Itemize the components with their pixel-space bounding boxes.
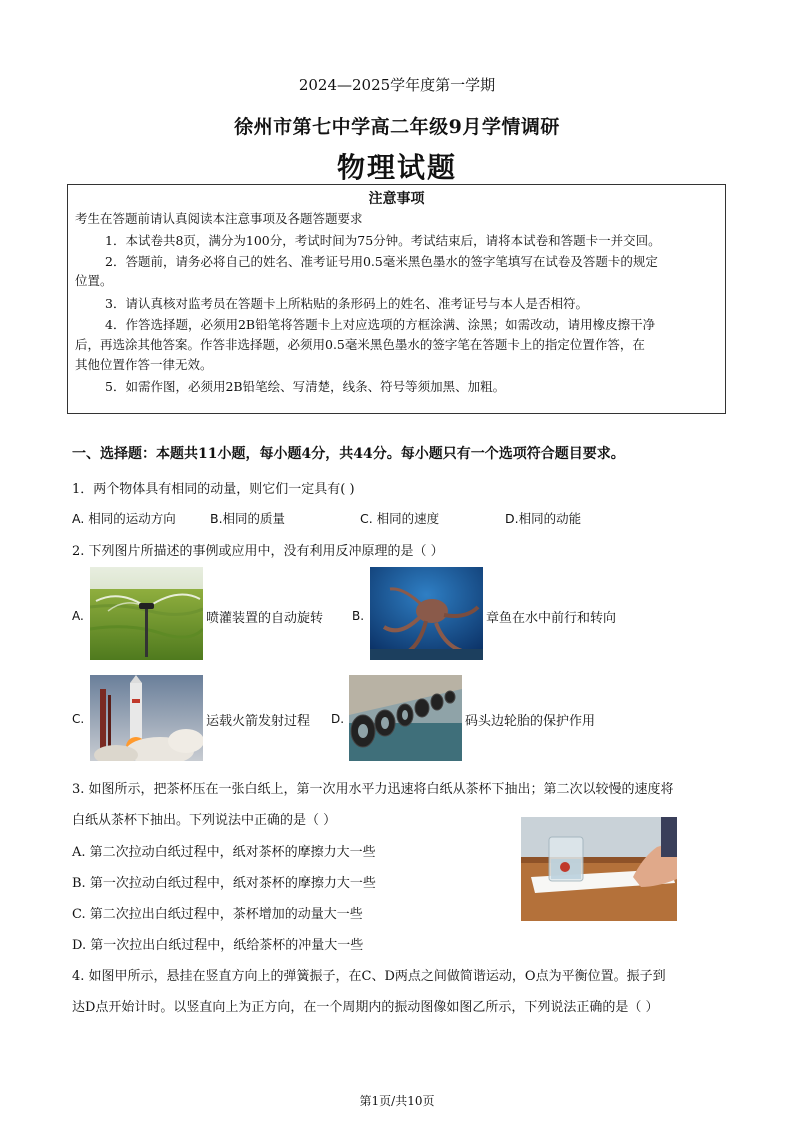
sprinkler-image: [90, 567, 203, 660]
question-2-caption-a: 喷灌装置的自动旋转: [206, 611, 324, 626]
notice-line: 4．作答选择题，必须用2B铅笔将答题卡上对应选项的方框涂满、涂黑；如需改动，请用橡皮擦干净: [105, 317, 656, 332]
question-1-option-b: B.相同的质量: [210, 511, 286, 526]
notice-line: 1．本试卷共8页，满分为100分，考试时间为75分钟。考试结束后，请将本试卷和答题卡一并交回。: [105, 233, 661, 248]
question-3-option-b: B. 第一次拉动白纸过程中，纸对茶杯的摩擦力大一些: [72, 876, 376, 891]
notice-box: [67, 184, 726, 414]
section-heading: 一、选择题：本题共11小题，每小题4分，共44分。每小题只有一个选项符合题目要求。: [72, 446, 625, 462]
question-3-option-d: D. 第一次拉出白纸过程中，纸给茶杯的冲量大一些: [72, 938, 364, 953]
question-3-stem-line-1: 3. 如图所示，把茶杯压在一张白纸上，第一次用水平力迅速将白纸从茶杯下抽出；第二次以较慢的速度将: [72, 782, 674, 797]
notice-line: 2．答题前，请务必将自己的姓名、准考证号用0.5毫米黑色墨水的签字笔填写在试卷及答题卡的规定: [105, 254, 658, 269]
question-2-label-c: C.: [72, 712, 85, 726]
question-1-option-c: C. 相同的速度: [360, 511, 440, 526]
notice-title: 注意事项: [368, 191, 425, 207]
notice-line: 考生在答题前请认真阅读本注意事项及各题答题要求: [75, 211, 363, 226]
question-2-label-b: B.: [352, 609, 365, 623]
exam-term: 2024—2025学年度第一学期: [298, 76, 496, 94]
notice-line: 5．如需作图，必须用2B铅笔绘、写清楚，线条、符号等须加黑、加粗。: [105, 379, 506, 394]
question-1-stem: 1．两个物体具有相同的动量，则它们一定具有( ): [72, 482, 355, 497]
question-2-caption-b: 章鱼在水中前行和转向: [486, 611, 617, 626]
question-1-option-d: D.相同的动能: [505, 511, 582, 526]
question-3-option-a: A. 第二次拉动白纸过程中，纸对茶杯的摩擦力大一些: [72, 845, 376, 860]
question-3-stem-line-2: 白纸从茶杯下抽出。下列说法中正确的是（ ）: [72, 813, 337, 828]
question-3-option-c: C. 第二次拉出白纸过程中，茶杯增加的动量大一些: [72, 907, 363, 922]
dock-tires-image: [349, 675, 462, 761]
notice-line: 后，再选涂其他答案。作答非选择题，必须用0.5毫米黑色墨水的签字笔在答题卡上的指定位置作答，在: [75, 337, 645, 352]
question-2-caption-d: 码头边轮胎的保护作用: [465, 714, 596, 729]
question-4-stem-line-2: 达D点开始计时。以竖直向上为正方向，在一个周期内的振动图像如图乙所示，下列说法正确的是（ ）: [72, 1000, 659, 1015]
question-4-stem-line-1: 4. 如图甲所示，悬挂在竖直方向上的弹簧振子，在C、D两点之间做简谐运动，O点为平衡位置。振子到: [72, 969, 666, 984]
exam-subject-title: 物理试题: [336, 151, 457, 184]
question-1-option-a: A. 相同的运动方向: [72, 511, 176, 526]
page-number: 第1页/共10页: [359, 1094, 435, 1108]
notice-line: 其他位置作答一律无效。: [75, 357, 213, 372]
exam-school-title: 徐州市第七中学高二年级9月学情调研: [234, 116, 560, 138]
question-2-label-a: A.: [72, 609, 84, 623]
octopus-image: [370, 567, 483, 660]
question-2-label-d: D.: [331, 712, 345, 726]
rocket-launch-image: [90, 675, 203, 761]
question-2-stem: 2. 下列图片所描述的事例或应用中，没有利用反冲原理的是（ ）: [72, 544, 444, 559]
teacup-paper-image: [521, 817, 677, 921]
notice-line: 3．请认真核对监考员在答题卡上所粘贴的条形码上的姓名、准考证号与本人是否相符。: [105, 296, 588, 311]
notice-line: 位置。: [75, 273, 113, 288]
question-2-caption-c: 运载火箭发射过程: [206, 714, 311, 729]
